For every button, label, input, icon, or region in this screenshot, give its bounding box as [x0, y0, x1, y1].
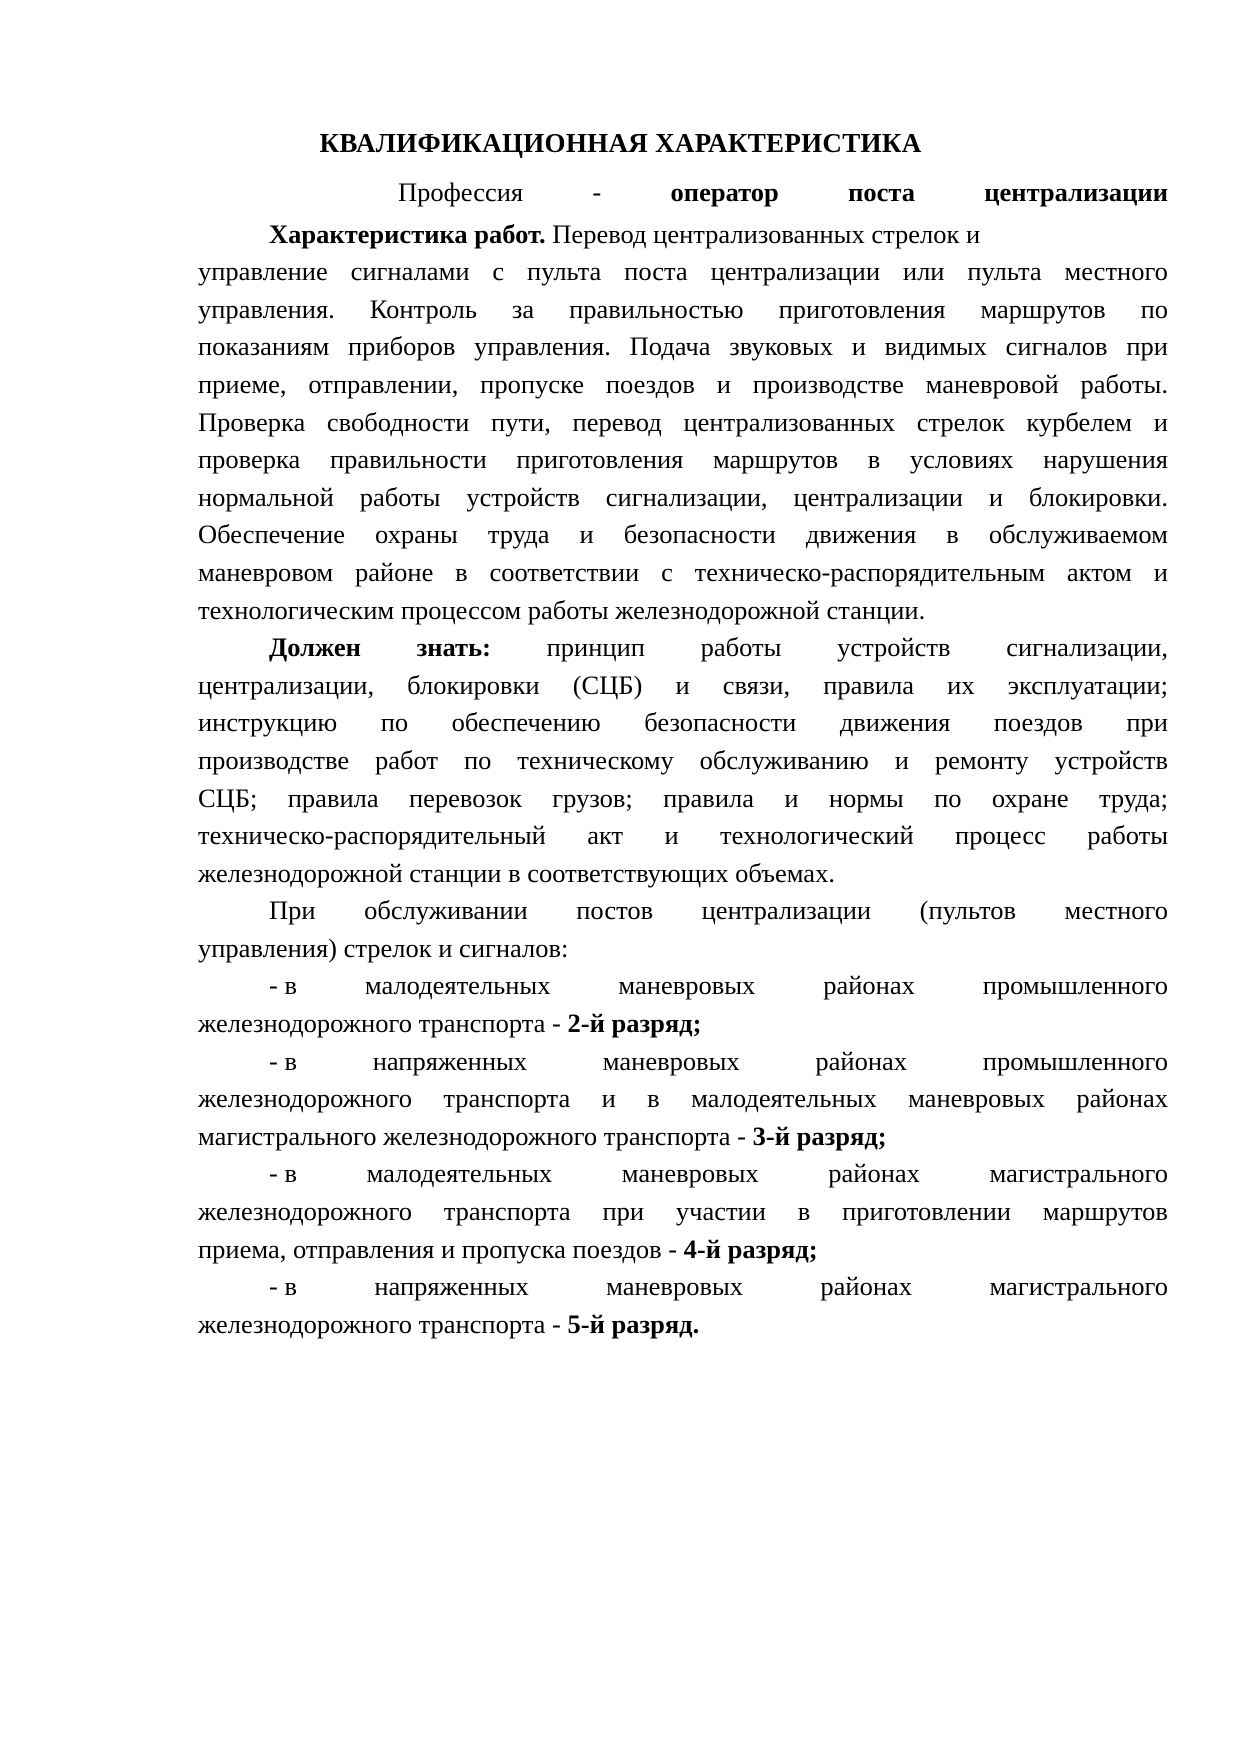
line-word: производстве: [752, 368, 904, 399]
line-word: и: [664, 820, 679, 851]
line-word: актом: [1066, 556, 1132, 587]
line-word: по: [934, 782, 962, 813]
line-word: централизованных: [683, 406, 896, 437]
line-word: местного: [1064, 895, 1168, 926]
line-word: производстве: [198, 744, 350, 775]
line-word: и: [1153, 556, 1168, 587]
service-paragraph: [198, 892, 1168, 967]
line-word: железнодорожного: [198, 1083, 412, 1114]
paragraph-line: технологическим процессом работы железнодорожной станции.: [198, 594, 926, 625]
line-word: и: [579, 519, 594, 550]
line-word: малодеятельных: [364, 970, 551, 1001]
line-word: поездов: [993, 707, 1083, 738]
work-paragraph: [198, 216, 1168, 630]
line-word: эксплуатации;: [1007, 669, 1168, 700]
line-word: маневровых: [621, 1158, 759, 1189]
paragraph-line: [198, 554, 1168, 592]
line-word: движения: [805, 519, 917, 550]
line-word: работы: [700, 632, 782, 663]
line-word: - в: [269, 1271, 297, 1302]
line-word: техническому: [517, 744, 674, 775]
line-word: и: [851, 331, 866, 362]
line-word: напряженных: [374, 1271, 529, 1302]
line-word: централизации,: [198, 669, 375, 700]
line-word: и: [675, 669, 690, 700]
paragraph-line: [198, 1231, 1168, 1269]
line-word: при: [1126, 331, 1168, 362]
line-word: - в: [269, 1045, 297, 1076]
line-word: безопасности: [623, 519, 776, 550]
line-word: поста: [624, 256, 688, 287]
profession-dash: -: [592, 177, 602, 207]
document-body: [198, 174, 1168, 1343]
line-word: Контроль: [369, 293, 477, 324]
line-word: условиях: [909, 444, 1014, 475]
line-word: в: [797, 1196, 811, 1227]
line-word: перевод: [572, 406, 662, 437]
line-word: маневровых: [602, 1045, 740, 1076]
line-word: или: [902, 256, 945, 287]
paragraph-line: управления) стрелок и сигналов:: [198, 932, 569, 963]
paragraph-line: [198, 629, 1168, 667]
line-word: малодеятельных: [691, 1083, 877, 1114]
line-word: и: [1153, 406, 1168, 437]
line-word: отправлении,: [308, 368, 459, 399]
line-word: железнодорожного: [198, 1196, 412, 1227]
line-word: и: [716, 368, 731, 399]
line-word: районах: [1076, 1083, 1168, 1114]
paragraph-line: [198, 216, 1168, 254]
line-text: железнодорожного транспорта -: [198, 1008, 568, 1039]
paragraph-line: [198, 1005, 1168, 1043]
line-word: акт: [587, 820, 624, 851]
line-word: работ: [375, 744, 439, 775]
line-word: по: [463, 744, 492, 775]
line-word: сигнализации,: [1006, 632, 1168, 663]
paragraph-line: [198, 1268, 1168, 1306]
line-word: стрелок: [916, 406, 1005, 437]
line-text: приема, отправления и пропуска поездов -: [198, 1233, 684, 1264]
line-word: в: [867, 444, 881, 475]
line-word: пульта: [967, 256, 1042, 287]
line-word: и: [988, 481, 1004, 512]
paragraph-line: [198, 817, 1168, 855]
line-word: соответствии: [489, 556, 640, 587]
line-word: приготовлении: [842, 1196, 1011, 1227]
line-word: работы: [1087, 820, 1168, 851]
line-word: и: [601, 1083, 616, 1114]
line-word: видимых: [884, 331, 987, 362]
line-word: труда: [487, 519, 550, 550]
grade-label: 4-й разряд;: [683, 1233, 818, 1264]
line-word: Подача: [629, 331, 711, 362]
line-word: обслуживании: [364, 895, 528, 926]
grade-item: [198, 967, 1168, 1042]
paragraph-line: [198, 516, 1168, 554]
line-word: магистрального: [989, 1158, 1168, 1189]
line-word: районах: [820, 1271, 913, 1302]
line-word: централизации: [710, 256, 881, 287]
line-word: и: [894, 744, 909, 775]
knowledge-paragraph: [198, 629, 1168, 892]
line-word: и: [784, 782, 799, 813]
line-word: централизации: [701, 895, 872, 926]
paragraph-line: [198, 253, 1168, 291]
line-word: пути,: [491, 406, 551, 437]
line-word: инструкцию: [198, 707, 338, 738]
profession-word: поста: [848, 177, 915, 207]
paragraph-line: [198, 328, 1168, 366]
paragraph-line: [198, 479, 1168, 517]
line-word: свободности: [326, 406, 470, 437]
paragraph-line: железнодорожной станции в соответствующих объемах.: [198, 857, 835, 888]
paragraph-line: [198, 780, 1168, 818]
paragraph-line: [198, 1118, 1168, 1156]
line-word: курбелем: [1026, 406, 1133, 437]
line-word: СЦБ;: [198, 782, 258, 813]
line-word: сигналов: [1005, 331, 1108, 362]
paragraph-line: [198, 1306, 1168, 1344]
line-word: маневровой: [925, 368, 1059, 399]
line-word: техническо-распорядительным: [694, 556, 1046, 587]
line-text: магистрального железнодорожного транспорта -: [198, 1120, 753, 1151]
line-word: районах: [823, 970, 915, 1001]
line-word: правила: [287, 782, 379, 813]
line-word: нормы: [828, 782, 904, 813]
paragraph-line: [198, 404, 1168, 442]
grade-label: 2-й разряд;: [567, 1008, 702, 1039]
line-word: ремонту: [934, 744, 1029, 775]
line-word: маршрутов: [1042, 1196, 1168, 1227]
line-word: охраны: [374, 519, 458, 550]
profession-word: оператор: [670, 177, 779, 207]
line-word: показаниям: [198, 331, 330, 362]
profession-line: [198, 174, 1168, 212]
profession-label: Профессия: [398, 177, 524, 207]
line-word: районах: [828, 1158, 920, 1189]
line-word: правила: [663, 782, 754, 813]
line-word: транспорта: [443, 1083, 571, 1114]
line-word: управления.: [474, 331, 611, 362]
line-word: в: [455, 556, 468, 587]
line-word: по: [1140, 293, 1168, 324]
line-word: устройств: [837, 632, 951, 663]
line-word: за: [511, 293, 535, 324]
line-word: обслуживаемом: [988, 519, 1168, 550]
line-word: При: [269, 895, 316, 926]
grade-label: 5-й разряд.: [567, 1308, 700, 1339]
line-word: Проверка: [198, 406, 306, 437]
line-word: при: [1126, 707, 1168, 738]
grade-item: [198, 1155, 1168, 1268]
line-word: охране: [991, 782, 1069, 813]
paragraph-line: [198, 1080, 1168, 1118]
knowledge-heading-word: Должен: [269, 632, 361, 663]
line-word: приготовления: [778, 293, 946, 324]
line-word: поездов: [605, 368, 695, 399]
line-text: Перевод централизованных стрелок и: [552, 218, 981, 249]
line-word: процесс: [955, 820, 1046, 851]
line-word: пропуске: [480, 368, 585, 399]
line-word: - в: [269, 970, 297, 1001]
line-word: устройств: [466, 481, 580, 512]
line-word: работы.: [1080, 368, 1168, 399]
line-word: в: [946, 519, 959, 550]
line-word: сигнализации,: [605, 481, 768, 512]
line-word: маневровых: [606, 1271, 744, 1302]
paragraph-line: [198, 1155, 1168, 1193]
line-word: нарушения: [1043, 444, 1168, 475]
line-word: звуковых: [729, 331, 833, 362]
line-word: напряженных: [372, 1045, 528, 1076]
grade-item: [198, 1043, 1168, 1156]
line-word: управления.: [198, 293, 335, 324]
profession-word: централизации: [984, 177, 1168, 207]
line-word: маршрутов: [980, 293, 1106, 324]
work-heading: Характеристика работ.: [269, 218, 546, 249]
line-word: перевозок: [408, 782, 522, 813]
paragraph-line: [198, 667, 1168, 705]
grade-item: [198, 1268, 1168, 1343]
paragraph-line: [198, 1043, 1168, 1081]
grade-label: 3-й разряд;: [752, 1120, 887, 1151]
line-word: маневровых: [618, 970, 756, 1001]
paragraph-line: [198, 742, 1168, 780]
line-word: в: [647, 1083, 660, 1114]
line-word: принцип: [546, 632, 645, 663]
line-word: проверка: [198, 444, 301, 475]
line-word: постов: [576, 895, 654, 926]
line-word: грузов;: [552, 782, 633, 813]
line-word: маневровом: [198, 556, 334, 587]
line-word: связи,: [722, 669, 791, 700]
line-word: правила: [823, 669, 915, 700]
paragraph-line: [198, 1193, 1168, 1231]
paragraph-line: [198, 704, 1168, 742]
paragraph-line: [198, 892, 1168, 930]
line-word: магистрального: [989, 1271, 1168, 1302]
line-text: железнодорожного транспорта -: [198, 1308, 568, 1339]
line-word: управление: [198, 256, 328, 287]
line-word: с: [492, 256, 505, 287]
line-word: приготовления: [516, 444, 684, 475]
knowledge-heading-word: знать:: [416, 632, 491, 663]
line-word: сигналами: [350, 256, 470, 287]
line-word: транспорта: [443, 1196, 571, 1227]
grades-list: [198, 967, 1168, 1343]
line-word: нормальной: [198, 481, 334, 512]
line-word: правильностью: [569, 293, 744, 324]
line-word: приеме,: [198, 368, 287, 399]
line-word: по: [380, 707, 409, 738]
line-word: районе: [354, 556, 434, 587]
line-word: маневровых: [908, 1083, 1045, 1114]
line-word: районах: [815, 1045, 908, 1076]
line-word: (пультов: [919, 895, 1017, 926]
line-word: централизации: [793, 481, 963, 512]
line-word: промышленного: [982, 1045, 1168, 1076]
line-word: при: [602, 1196, 645, 1227]
line-word: (СЦБ): [572, 669, 643, 700]
line-word: пульта: [527, 256, 602, 287]
line-word: блокировки.: [1028, 481, 1168, 512]
line-word: маршрутов: [712, 444, 839, 475]
line-word: малодеятельных: [366, 1158, 553, 1189]
line-word: местного: [1064, 256, 1168, 287]
line-word: обеспечению: [451, 707, 601, 738]
line-word: приборов: [347, 331, 456, 362]
document-title: КВАЛИФИКАЦИОННАЯ ХАРАКТЕРИСТИКА: [319, 128, 922, 158]
paragraph-line: [198, 441, 1168, 479]
line-word: промышленного: [982, 970, 1168, 1001]
line-word: Обеспечение: [198, 519, 345, 550]
line-word: правильности: [329, 444, 487, 475]
paragraph-line: [198, 366, 1168, 404]
line-word: движения: [839, 707, 951, 738]
line-word: технологический: [720, 820, 914, 851]
line-word: работы: [359, 481, 441, 512]
line-word: участии: [675, 1196, 766, 1227]
line-word: труда;: [1098, 782, 1168, 813]
paragraph-line: [198, 967, 1168, 1005]
line-word: - в: [269, 1158, 297, 1189]
line-word: с: [661, 556, 673, 587]
line-word: их: [947, 669, 975, 700]
paragraph-line: [198, 291, 1168, 329]
line-word: устройств: [1054, 744, 1168, 775]
line-word: блокировки: [407, 669, 540, 700]
line-word: обслуживанию: [699, 744, 869, 775]
line-word: безопасности: [644, 707, 797, 738]
line-word: техническо-распорядительный: [198, 820, 546, 851]
